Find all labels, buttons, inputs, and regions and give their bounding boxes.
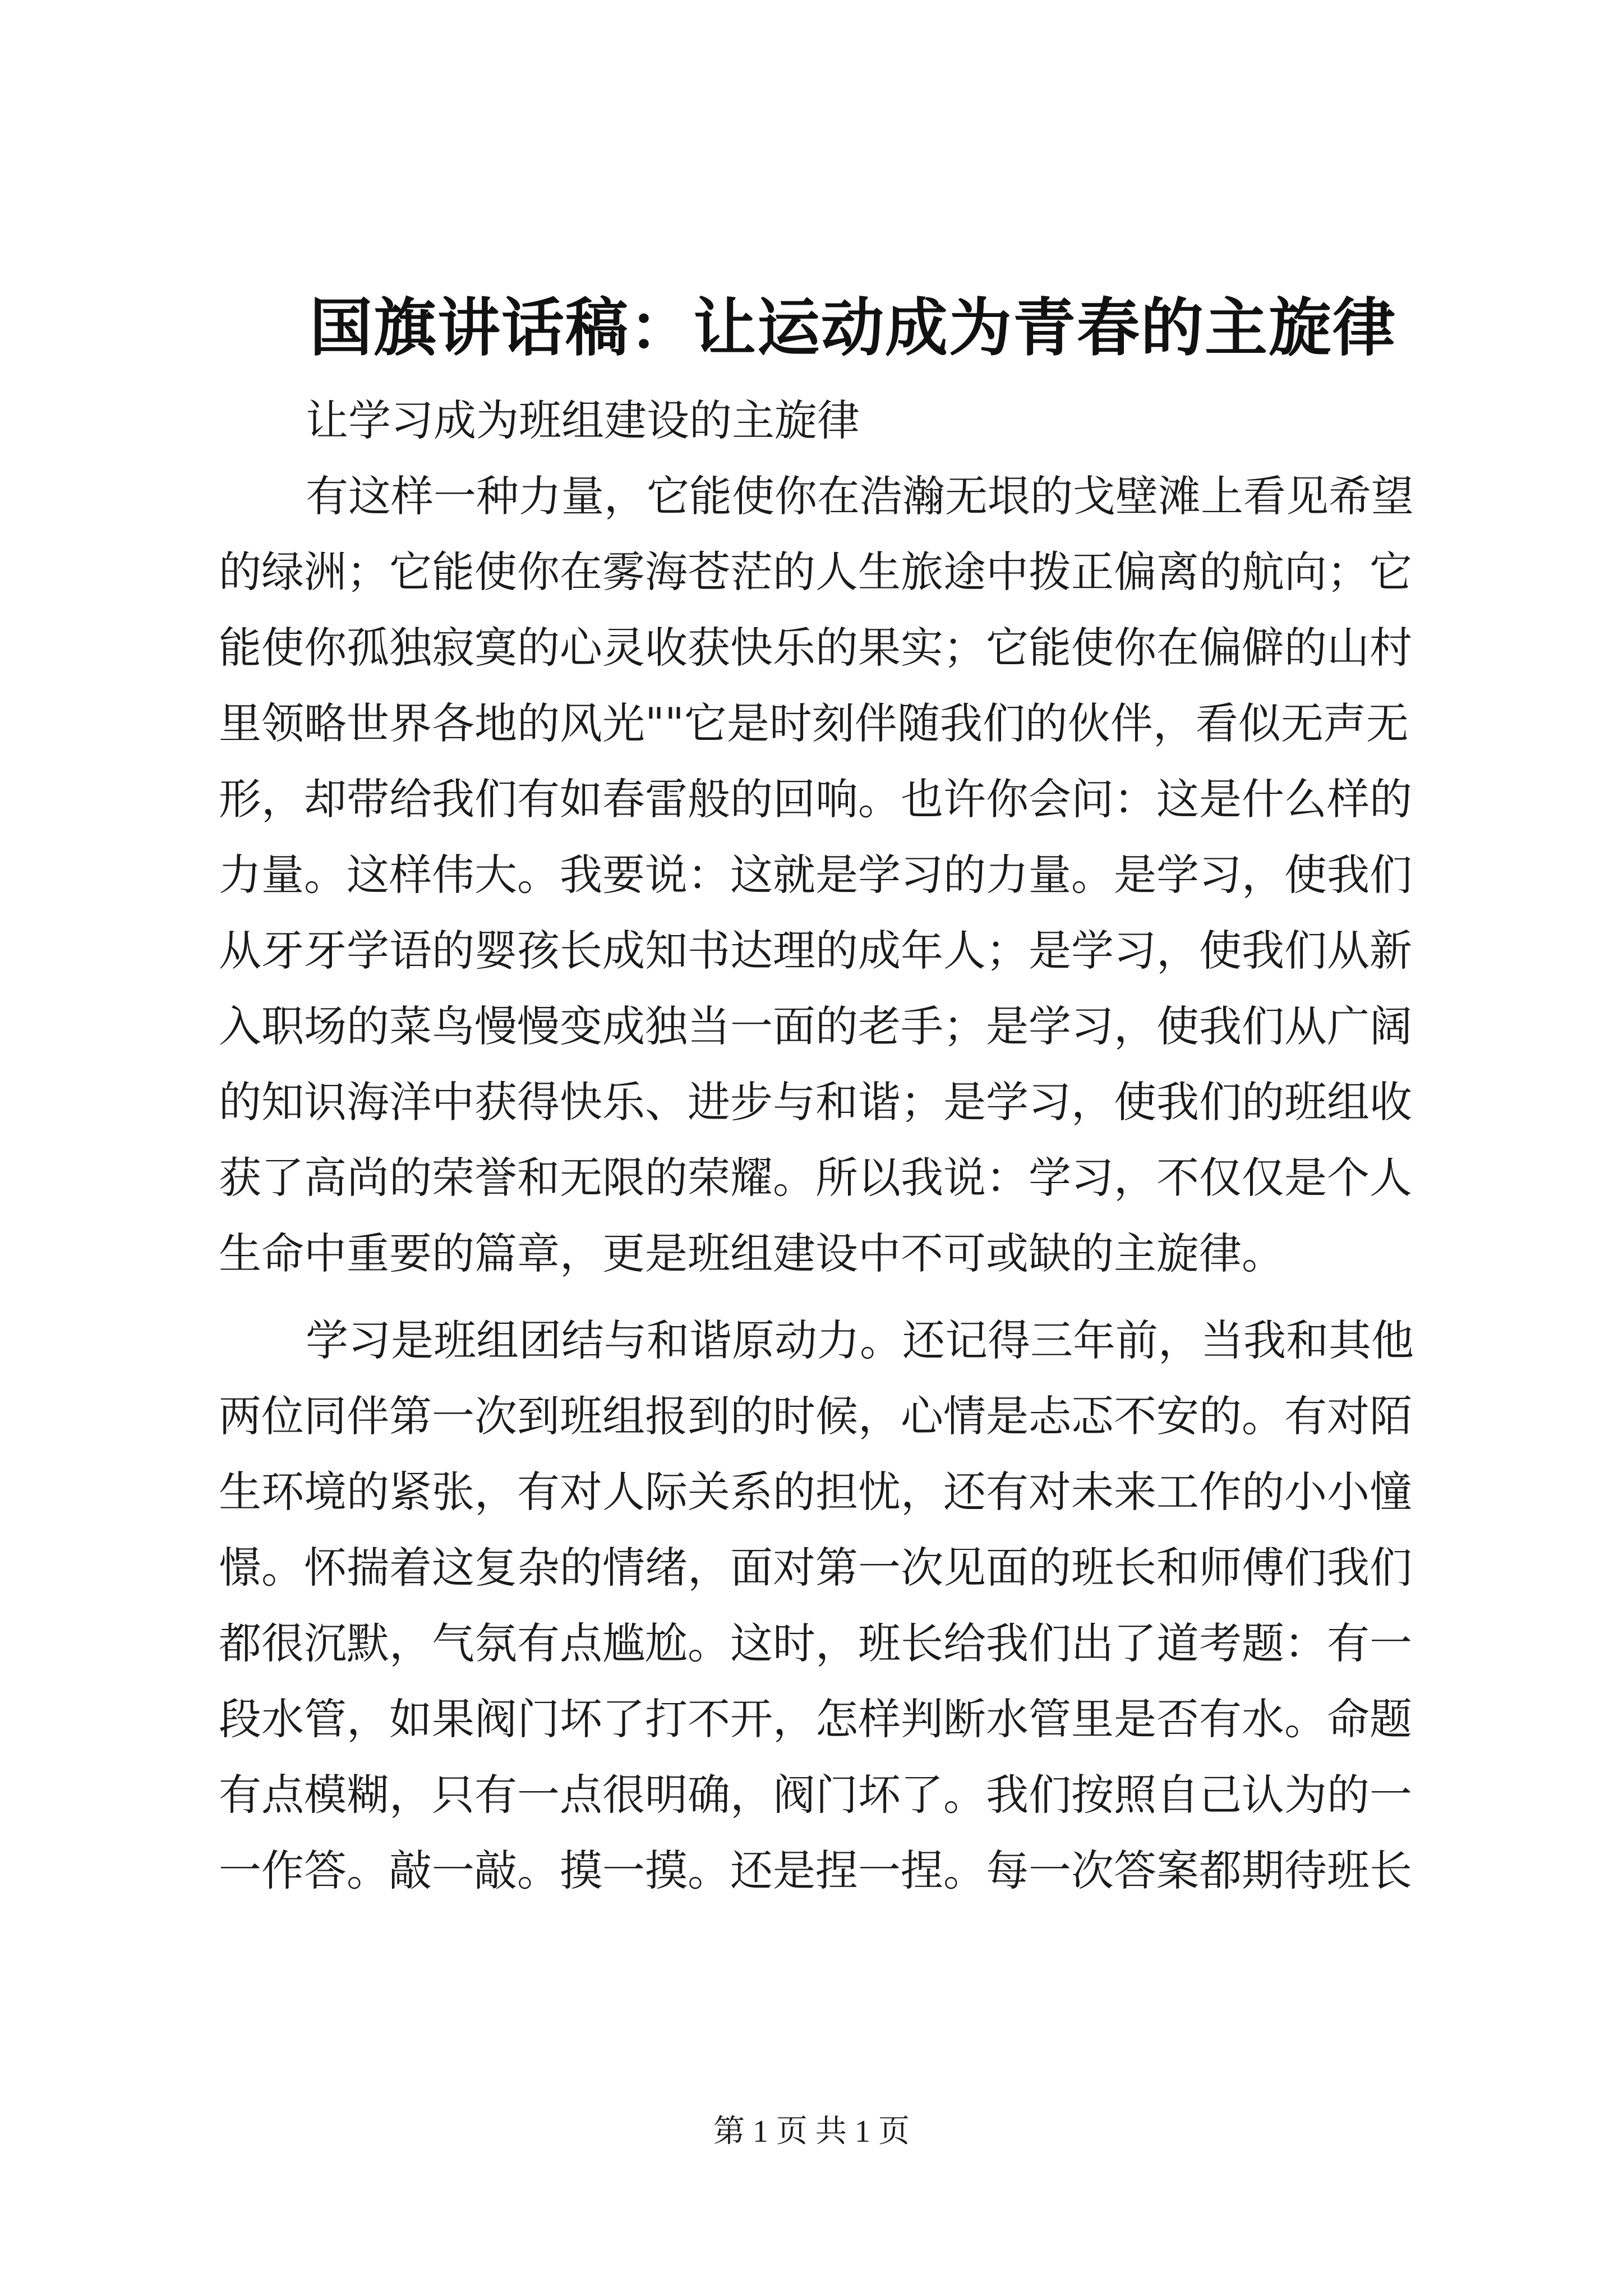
paragraph-line: 入职场的菜鸟慢慢变成独当一面的老手；是学习，使我们从广阔 bbox=[219, 1001, 1412, 1051]
paragraph-line: 从牙牙学语的婴孩长成知书达理的成年人；是学习，使我们从新 bbox=[219, 926, 1412, 976]
paragraph-line: 都很沉默，气氛有点尴尬。这时，班长给我们出了道考题：有一 bbox=[219, 1618, 1412, 1668]
page-number: 第 1 页 共 1 页 bbox=[713, 2114, 910, 2149]
paragraph-line: 憬。怀揣着这复杂的情绪，面对第一次见面的班长和师傅们我们 bbox=[219, 1543, 1412, 1593]
paragraph-line: 里领略世界各地的风光""它是时刻伴随我们的伙伴，看似无声无 bbox=[219, 698, 1409, 748]
paragraph-line: 有这样一种力量，它能使你在浩瀚无垠的戈壁滩上看见希望 bbox=[306, 471, 1414, 521]
paragraph-line: 的绿洲；它能使你在雾海苍茫的人生旅途中拨正偏离的航向；它 bbox=[219, 547, 1412, 597]
paragraph-line: 生环境的紧张，有对人际关系的担忧，还有对未来工作的小小憧 bbox=[219, 1467, 1412, 1517]
document-subtitle: 让学习成为班组建设的主旋律 bbox=[306, 395, 860, 445]
paragraph-line: 两位同伴第一次到班组报到的时候，心情是忐忑不安的。有对陌 bbox=[219, 1391, 1412, 1441]
paragraph-line: 能使你孤独寂寞的心灵收获快乐的果实；它能使你在偏僻的山村 bbox=[219, 623, 1412, 673]
paragraph-line: 的知识海洋中获得快乐、进步与和谐；是学习，使我们的班组收 bbox=[219, 1077, 1412, 1127]
paragraph-line: 力量。这样伟大。我要说：这就是学习的力量。是学习，使我们 bbox=[219, 850, 1412, 900]
paragraph-line: 生命中重要的篇章，更是班组建设中不可或缺的主旋律。 bbox=[219, 1228, 1284, 1278]
paragraph-line: 段水管，如果阀门坏了打不开，怎样判断水管里是否有水。命题 bbox=[219, 1694, 1412, 1744]
paragraph-line: 学习是班组团结与和谐原动力。还记得三年前，当我和其他 bbox=[306, 1315, 1414, 1365]
paragraph-line: 形，却带给我们有如春雷般的回响。也许你会问：这是什么样的 bbox=[219, 774, 1412, 824]
document-title: 国旗讲话稿：让运动成为青春的主旋律 bbox=[310, 291, 1396, 365]
paragraph-line: 一作答。敲一敲。摸一摸。还是捏一捏。每一次答案都期待班长 bbox=[219, 1846, 1412, 1895]
paragraph-line: 获了高尚的荣誉和无限的荣耀。所以我说：学习，不仅仅是个人 bbox=[219, 1153, 1412, 1203]
paragraph-line: 有点模糊，只有一点很明确，阀门坏了。我们按照自己认为的一 bbox=[219, 1770, 1412, 1820]
